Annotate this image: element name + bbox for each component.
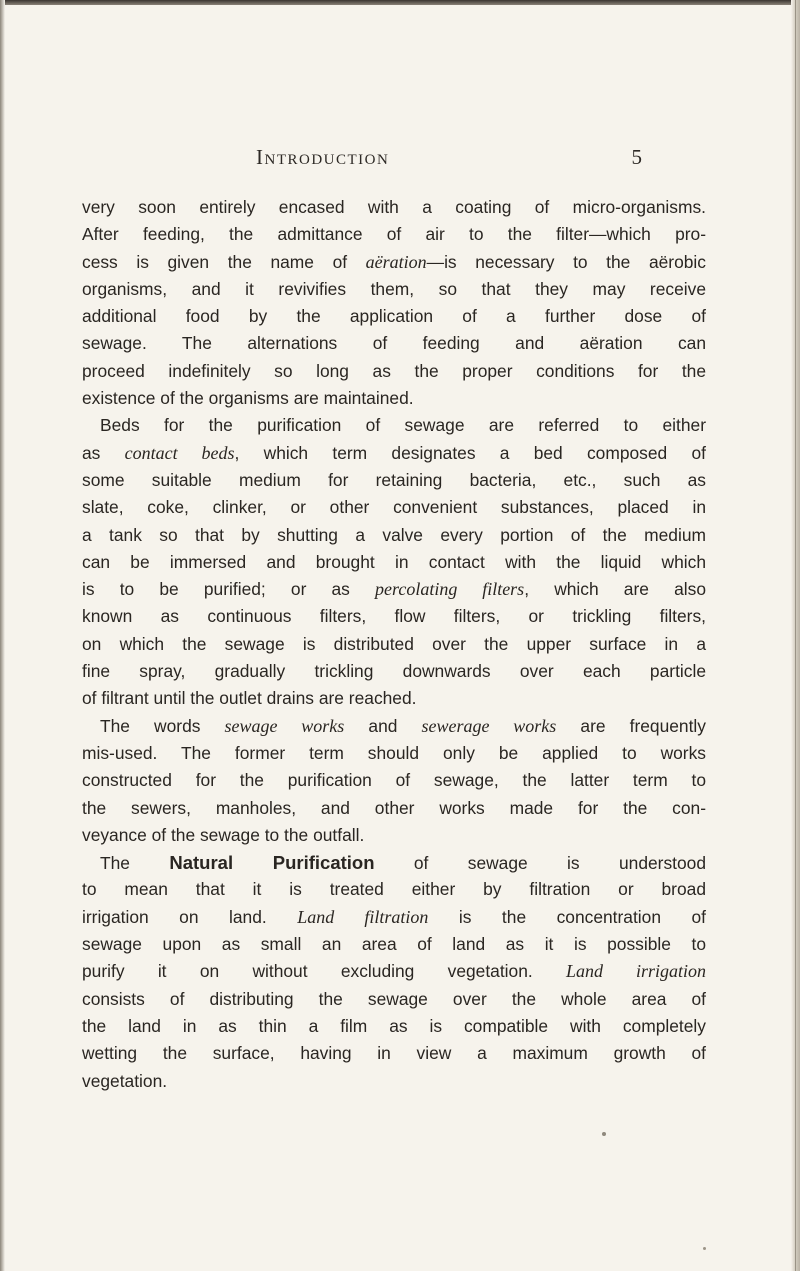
page-right-edge-line [795, 0, 796, 1271]
text-line: additional food by the application of a further dose of [82, 306, 706, 327]
text-line: organisms, and it revivifies them, so that they may receive [82, 278, 706, 299]
text-line: on which the sewage is distributed over the upper surface in a [82, 633, 706, 654]
paper-speck [703, 1247, 706, 1250]
italic-term: aëration [365, 251, 427, 272]
italic-term: percolating filters [375, 579, 525, 600]
text-line: vegetation. [82, 1070, 168, 1091]
emphasized-term: Natural Purification [169, 852, 375, 874]
italic-term: sewerage works [421, 715, 557, 736]
body-text [82, 194, 706, 1095]
text-line: constructed for the purification of sewage, the latter term to [82, 770, 706, 791]
text-line: The Natural Purification of sewage is understood [100, 852, 706, 874]
italic-term: sewage works [224, 715, 345, 736]
text-line: can be immersed and brought in contact with the liquid which [82, 551, 706, 572]
text-line: as contact beds, which term designates a bed composed of [82, 442, 706, 463]
text-line: mis-used. The former term should only be applied to works [82, 742, 706, 763]
text-line: of filtrant until the outlet drains are reached. [82, 688, 417, 709]
text-line: the land in as thin a film as is compatible with completely [82, 1015, 706, 1036]
italic-term: Land filtration [297, 906, 429, 927]
page-top-edge [0, 0, 800, 5]
text-line: Beds for the purification of sewage are referred to either [100, 415, 706, 436]
text-line: purify it on without excluding vegetation. Land irrigation [82, 961, 707, 982]
italic-term: contact beds [124, 442, 235, 463]
text-line: a tank so that by shutting a valve every portion of the medium [82, 524, 706, 545]
text-line: is to be purified; or as percolating filters, which are also [82, 579, 706, 600]
text-line: the sewers, manholes, and other works made for the con- [82, 797, 706, 818]
paper-speck [602, 1132, 606, 1136]
text-line: sewage upon as small an area of land as it is possible to [82, 934, 706, 955]
text-line: After feeding, the admittance of air to the filter—which pro- [82, 224, 706, 245]
text-line: cess is given the name of aëration—is necessary to the aërobic [82, 251, 706, 272]
page-number: 5 [631, 145, 642, 169]
text-line: fine spray, gradually trickling downwards over each particle [82, 661, 706, 682]
text-line: irrigation on land. Land filtration is the concentration of [82, 906, 706, 927]
page-left-edge [0, 0, 5, 1271]
text-line: sewage. The alternations of feeding and aëration can [82, 333, 706, 354]
page-header [256, 145, 646, 175]
italic-term: Land irrigation [566, 961, 707, 982]
text-line: existence of the organisms are maintained. [82, 388, 414, 409]
text-line: slate, coke, clinker, or other convenient substances, placed in [82, 497, 706, 518]
text-line: The words sewage works and sewerage works are frequently [100, 715, 706, 736]
text-line: very soon entirely encased with a coating of micro-organisms. [82, 197, 706, 217]
text-line: known as continuous filters, flow filters, or trickling filters, [82, 606, 706, 627]
text-line: wetting the surface, having in view a maximum growth of [82, 1043, 706, 1064]
text-line: some suitable medium for retaining bacteria, etc., such as [82, 469, 706, 490]
text-line: consists of distributing the sewage over the whole area of [82, 988, 706, 1009]
text-line: proceed indefinitely so long as the proper conditions for the [82, 360, 706, 381]
text-line: to mean that it is treated either by filtration or broad [82, 879, 706, 900]
text-line: veyance of the sewage to the outfall. [82, 824, 365, 845]
running-head: Introduction [256, 145, 390, 169]
